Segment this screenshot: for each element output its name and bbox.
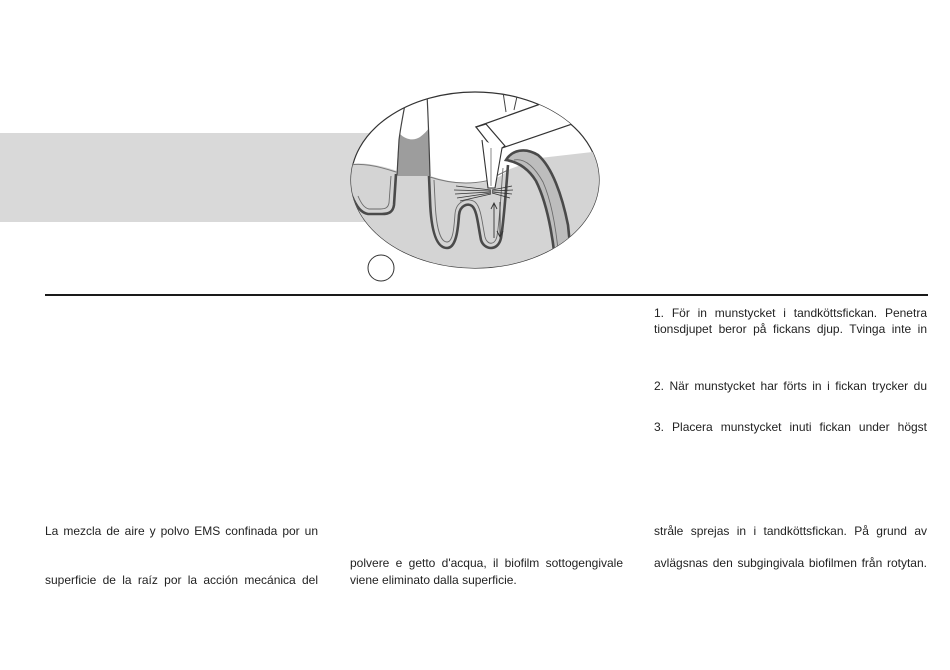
es-text-line-2: superficie de la raíz por la acción mecánica del xyxy=(45,573,318,587)
it-text-line-1: polvere e getto d'acqua, il biofilm sottogengivale xyxy=(350,556,623,570)
it-text-line-2: viene eliminato dalla superficie. xyxy=(350,573,517,587)
sv-step-2: 2. När munstycket har förts in i fickan trycker du xyxy=(654,379,927,393)
periodontal-pocket-illustration xyxy=(0,0,950,300)
section-divider xyxy=(45,294,928,296)
sv-text-line-1: stråle sprejas in i tandköttsfickan. På grund av xyxy=(654,524,927,538)
sv-step-3: 3. Placera munstycket inuti fickan under högst xyxy=(654,420,927,434)
es-text-line-1: La mezcla de aire y polvo EMS confinada por un xyxy=(45,524,318,538)
callout-circle-icon xyxy=(368,255,394,281)
sv-step-1-line-2: tionsdjupet beror på fickans djup. Tvinga inte in xyxy=(654,322,927,336)
sv-step-1-line-1: 1. För in munstycket i tandköttsfickan. Penetra xyxy=(654,306,927,320)
sv-text-line-2: avlägsnas den subgingivala biofilmen från rotytan. xyxy=(654,556,927,570)
